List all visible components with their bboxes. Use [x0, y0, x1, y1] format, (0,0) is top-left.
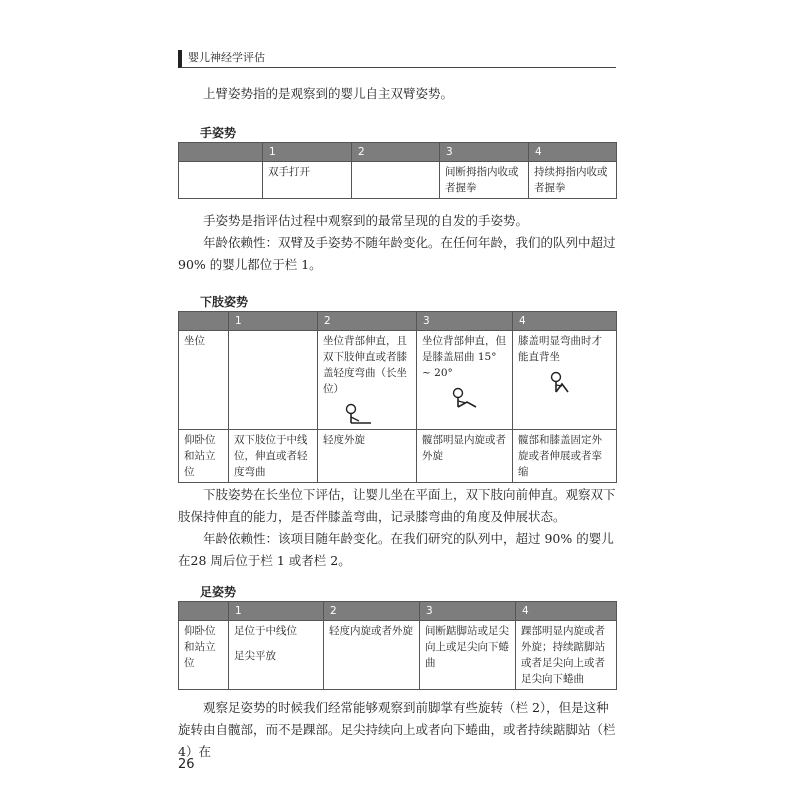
- table-cell: [229, 621, 324, 690]
- intro-paragraph: 上臂姿势指的是观察到的婴儿自主双臂姿势。: [203, 86, 454, 101]
- table-cell: [318, 331, 417, 430]
- cell-text: 坐位背部伸直，且双下肢伸直或者膝盖轻度弯曲（长坐位）: [323, 335, 407, 395]
- header-cell: 3: [417, 312, 513, 331]
- header-cell: 4: [513, 312, 617, 331]
- table-cell: [229, 331, 318, 430]
- header-cell: 4: [529, 143, 617, 162]
- sitting-knees-flexed-figure-icon: [546, 371, 586, 397]
- table-cell: [417, 331, 513, 430]
- table-cell: 双下肢位于中线位，伸直或者轻度弯曲: [229, 430, 318, 483]
- lower-limb-table: [178, 311, 617, 483]
- hand-paragraph-2: 年龄依赖性：双臂及手姿势不随年龄变化。在任何年龄，我们的队列中超过90% 的婴儿都位于栏 1。: [178, 235, 616, 272]
- table-cell: 轻度内旋或者外旋: [324, 621, 420, 690]
- long-sitting-figure-icon: [341, 403, 381, 427]
- header-cell: 4: [516, 602, 617, 621]
- hand-posture-title: 手姿势: [200, 126, 237, 140]
- table-header-row: [179, 312, 617, 331]
- table-header-row: [179, 143, 617, 162]
- header-cell: 3: [420, 602, 516, 621]
- cell-text: 足尖平放: [234, 650, 276, 662]
- cell-text: 坐位背部伸直，但是膝盖屈曲 15° ~ 20°: [422, 335, 506, 379]
- table-cell: 持续拇指内收或者握拳: [529, 162, 617, 199]
- table-cell: [513, 331, 617, 430]
- header-cell: [179, 312, 229, 331]
- running-header: [178, 50, 616, 68]
- header-cell: 3: [440, 143, 529, 162]
- sitting-knees-bent-figure-icon: [448, 387, 488, 411]
- hand-paragraph-1: 手姿势是指评估过程中观察到的最常呈现的自发的手姿势。: [203, 213, 529, 228]
- header-cell: 2: [324, 602, 420, 621]
- cell-text: 足位于中线位: [234, 625, 297, 637]
- table-cell: 髋部明显内旋或者外旋: [417, 430, 513, 483]
- header-cell: 1: [229, 312, 318, 331]
- table-cell: 间断踮脚站或足尖向上或足尖向下蜷曲: [420, 621, 516, 690]
- foot-posture-table: [178, 601, 617, 690]
- page-number: 26: [178, 757, 195, 772]
- table-header-row: [179, 602, 617, 621]
- table-cell: [352, 162, 440, 199]
- header-cell: [179, 143, 263, 162]
- header-cell: [179, 602, 229, 621]
- table-cell: 踝部明显内旋或者外旋；持续踮脚站或者足尖向上或者足尖向下蜷曲: [516, 621, 617, 690]
- table-row: [179, 162, 617, 199]
- lower-limb-title: 下肢姿势: [200, 295, 249, 309]
- row-label: 仰卧位和站立位: [179, 430, 229, 483]
- cell-text: 膝盖明显弯曲时才能直背坐: [518, 335, 602, 363]
- hand-posture-table: [178, 142, 617, 199]
- header-cell: 1: [229, 602, 324, 621]
- foot-posture-title: 足姿势: [200, 585, 237, 599]
- table-cell: 双手打开: [263, 162, 352, 199]
- lower-limb-paragraph-2: 年龄依赖性：该项目随年龄变化。在我们研究的队列中，超过 90% 的婴儿在28 周后位于栏 1 或者栏 2。: [178, 531, 614, 568]
- table-cell: 间断拇指内收或者握拳: [440, 162, 529, 199]
- table-row: [179, 430, 617, 483]
- table-cell: [179, 162, 263, 199]
- header-cell: 2: [318, 312, 417, 331]
- foot-paragraph-1: 观察足姿势的时候我们经常能够观察到前脚掌有些旋转（栏 2），但是这种旋转由自髋部，而不是踝部。足尖持续向上或者向下蜷曲，或者持续踮脚站（栏 4）在: [178, 700, 616, 759]
- table-row: [179, 331, 617, 430]
- table-cell: 髋部和膝盖固定外旋或者伸展或者挛缩: [513, 430, 617, 483]
- header-cell: 1: [263, 143, 352, 162]
- row-label: 仰卧位和站立位: [179, 621, 229, 690]
- lower-limb-paragraph-1: 下肢姿势在长坐位下评估，让婴儿坐在平面上，双下肢向前伸直。观察双下肢保持伸直的能力，是否伴膝盖弯曲，记录膝弯曲的角度及伸展状态。: [178, 487, 616, 524]
- table-cell: 轻度外旋: [318, 430, 417, 483]
- row-label: 坐位: [179, 331, 229, 430]
- header-cell: 2: [352, 143, 440, 162]
- table-row: [179, 621, 617, 690]
- running-title: 婴儿神经学评估: [188, 51, 265, 64]
